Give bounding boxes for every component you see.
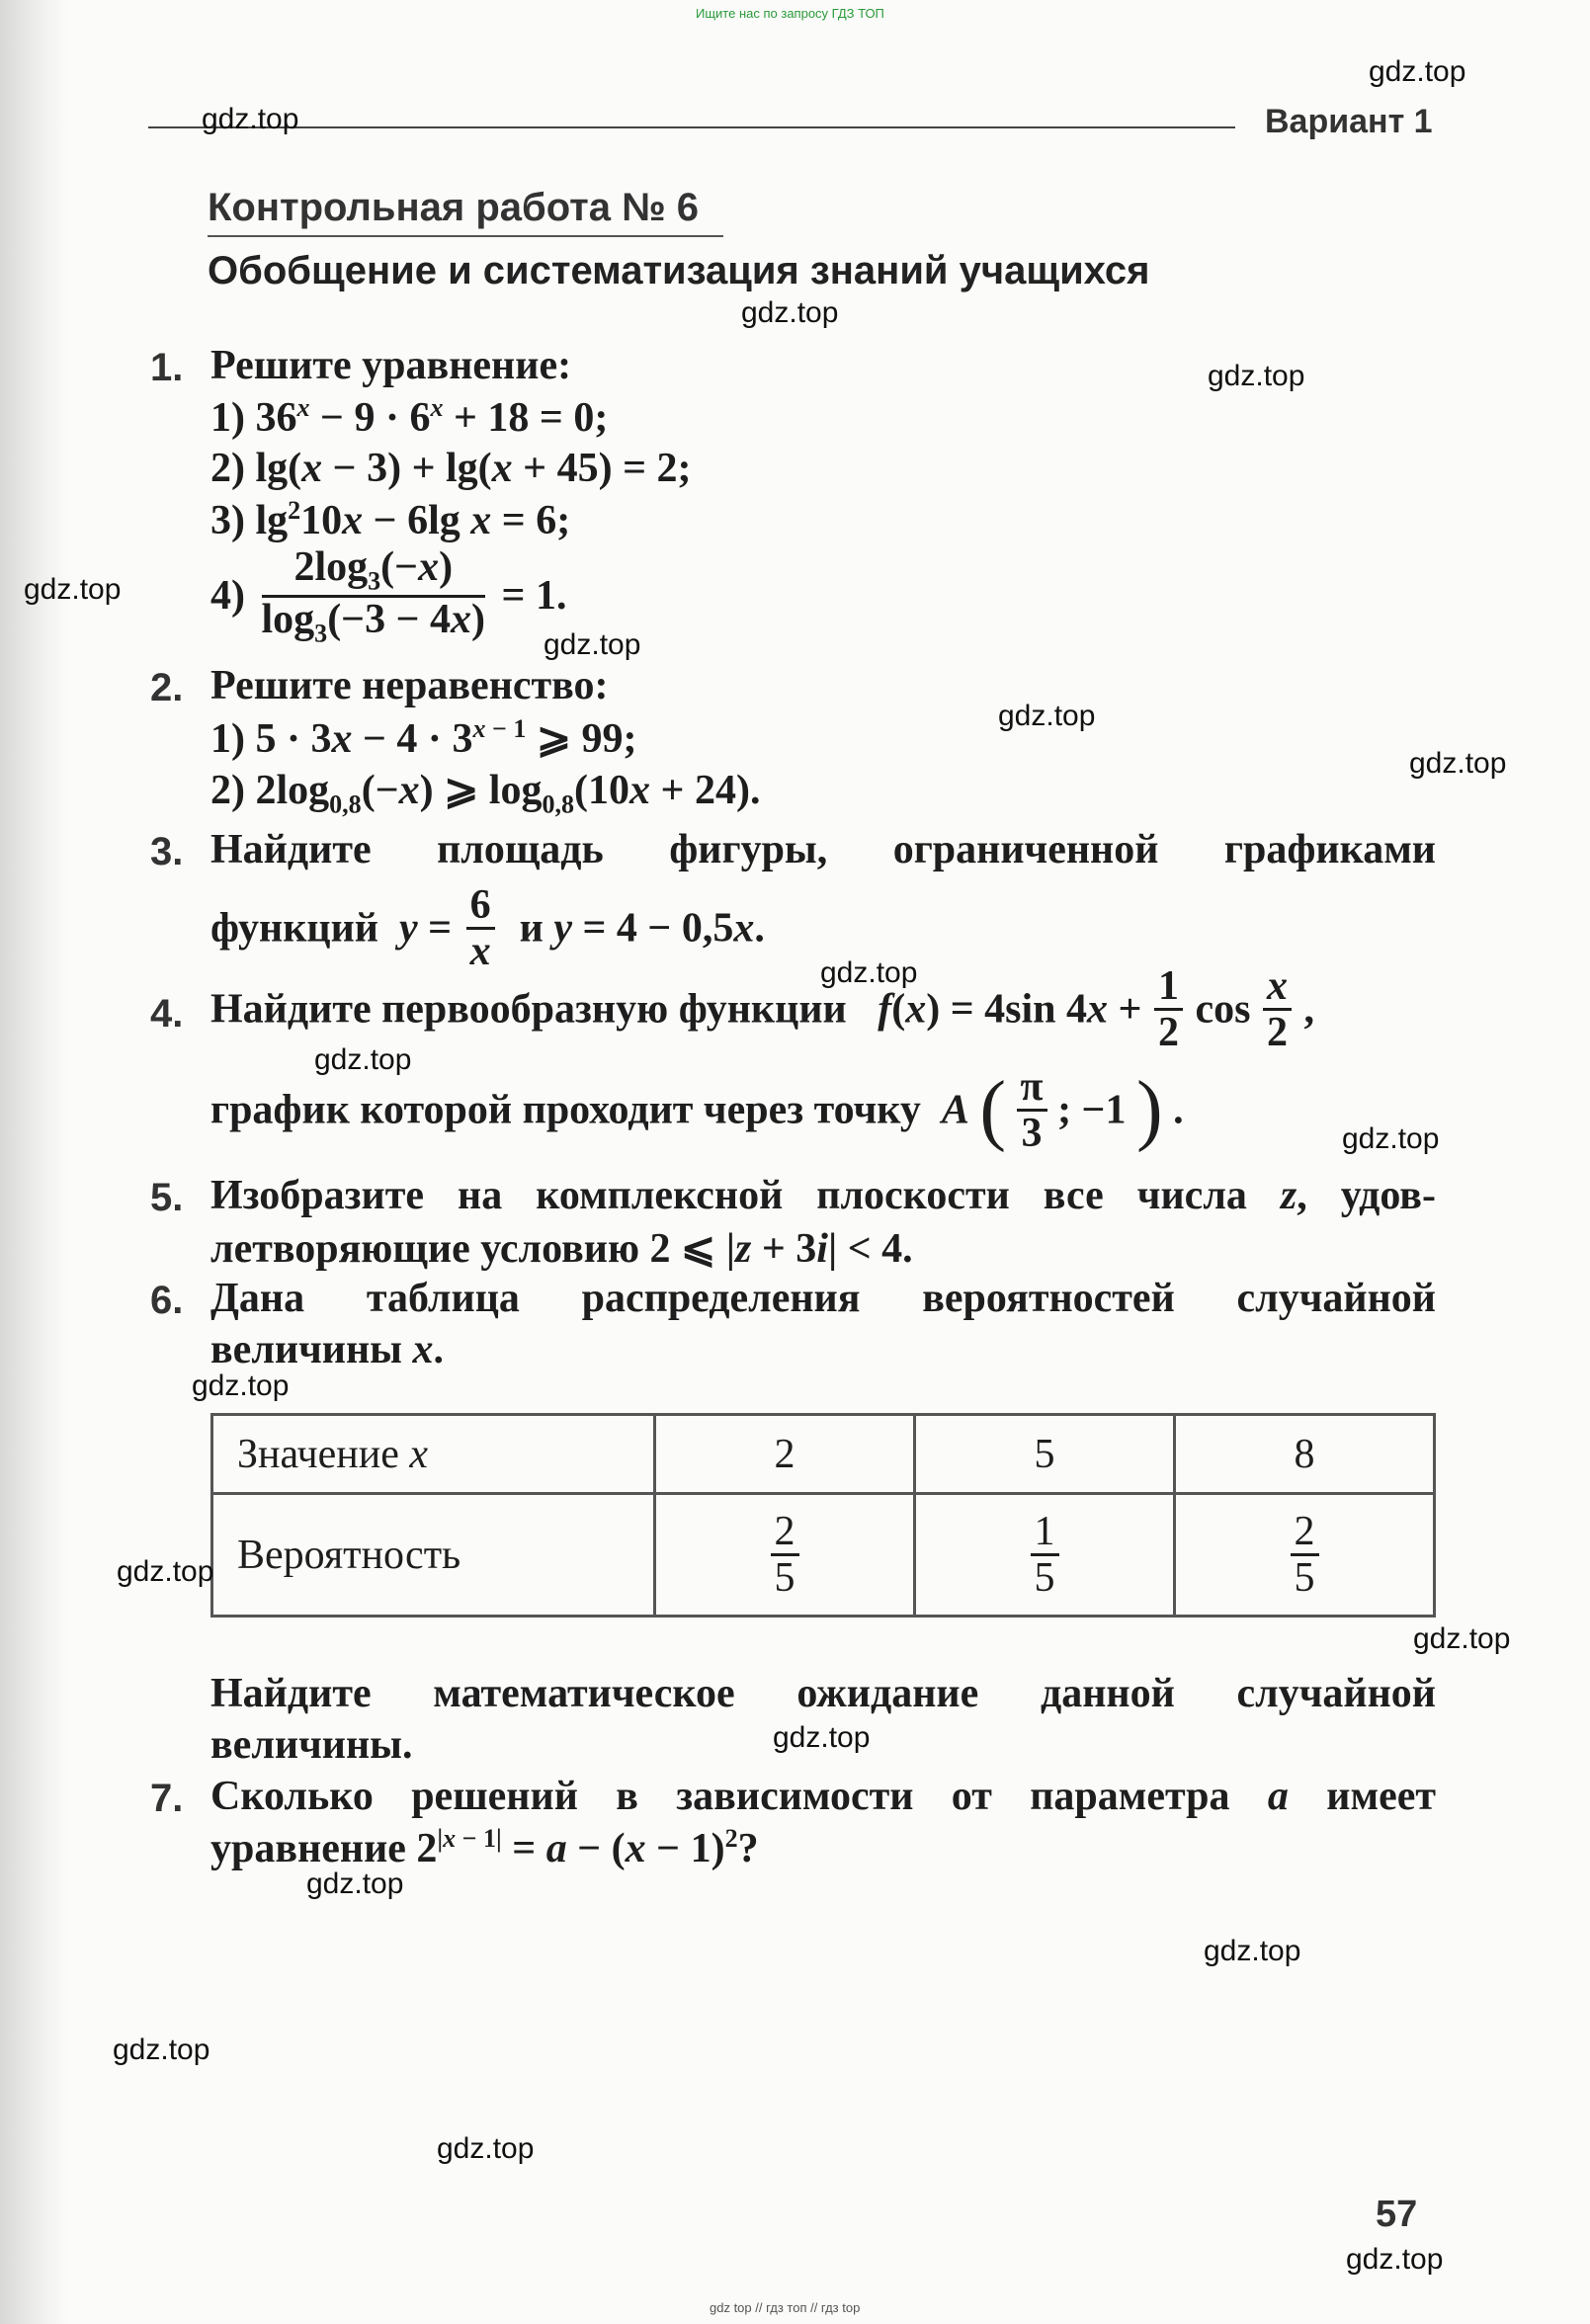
task-1-item-3: 3) $\lg^210x - 6\lg$ x = 6; (210, 496, 571, 543)
watermark-text: gdz.top (998, 700, 1096, 732)
watermark-text: gdz.top (314, 1043, 412, 1076)
task-7-line-2: уравнение $2^{|x - 1|} = a - (x - 1)^2$? (210, 1824, 759, 1871)
watermark-text: gdz.top (820, 956, 918, 989)
top-banner: Ищите нас по запросу ГДЗ ТОП (696, 6, 884, 21)
task-4-line-2: график которой проходит через точку A ( $\frac{\pi}{3}$ ; −1 ) . (210, 1064, 1184, 1157)
task-1-number: 1. (150, 346, 184, 389)
task-1-item-1: 1) $36^x - 9 \cdot 6^x + 18 = 0$; (210, 393, 609, 441)
task-7-line-1: Сколько решений в зависимости от параметра a имеет (210, 1774, 1436, 1819)
task-6-after-1: Найдите математическое ожидание данной случайной (210, 1671, 1436, 1716)
watermark-text: gdz.top (306, 1868, 404, 1900)
watermark-text: gdz.top (1204, 1935, 1301, 1967)
watermark-text: gdz.top (24, 573, 122, 606)
task-2-item-1: 1) $5 \cdot 3x - 4 \cdot 3^{x - 1}$ ⩾ 99; (210, 714, 637, 762)
task-4-number: 4. (150, 992, 184, 1036)
watermark-text: gdz.top (192, 1370, 290, 1402)
table-cell-probability: $\frac{2}{5}$ (655, 1494, 915, 1617)
header-rule (148, 126, 1235, 128)
task-5-line-1: Изобразите на комплексной плоскости все числа z, удов- (210, 1173, 1436, 1218)
task-5-line-2: летворяющие условию 2 ⩽ |z + 3i| < 4. (210, 1226, 913, 1272)
watermark-text: gdz.top (1409, 747, 1507, 780)
task-3-line-2: функций y = $\frac{6}{x}$ и y = 4 − 0,5x. (210, 882, 765, 975)
task-2-prompt: Решите неравенство: (210, 663, 609, 708)
watermark-text: gdz.top (741, 296, 839, 329)
task-6-line-2: величины x. (210, 1327, 444, 1372)
task-7-number: 7. (150, 1777, 184, 1820)
page-number: 57 (1376, 2194, 1418, 2235)
probability-table (210, 1413, 1436, 1618)
task-6-line-1: Дана таблица распределения вероятностей случайной (210, 1276, 1436, 1321)
table-cell-value: 5 (915, 1415, 1175, 1494)
watermark-text: gdz.top (773, 1721, 871, 1754)
task-4-line-1: Найдите первообразную функции f(x) = 4sin 4x + $\frac{1}{2}$ cos $\frac{x}{2}$ , (210, 963, 1314, 1056)
watermark-text: gdz.top (1208, 360, 1305, 392)
work-title-underline (208, 235, 723, 237)
watermark-text: gdz.top (544, 628, 641, 661)
topic-title: Обобщение и систематизация знаний учащихся (208, 249, 1150, 292)
watermark-text: gdz.top (202, 103, 299, 135)
watermark-text: gdz.top (117, 1555, 214, 1588)
task-1-prompt: Решите уравнение: (210, 343, 572, 388)
watermark-text: gdz.top (437, 2132, 535, 2165)
table-cell-value: 2 (655, 1415, 915, 1494)
task-3-line-1: Найдите площадь фигуры, ограниченной графиками (210, 827, 1436, 872)
task-2-item-2: 2) $2\log_{0,8}(-x)$ ⩾ $\log_{0,8}(10x + 24)$. (210, 768, 761, 819)
table-cell-probability: $\frac{2}{5}$ (1175, 1494, 1435, 1617)
task-5-number: 5. (150, 1176, 184, 1219)
table-cell-probability: $\frac{1}{5}$ (915, 1494, 1175, 1617)
task-2-number: 2. (150, 666, 184, 709)
table-header-probability: Вероятность (212, 1494, 655, 1617)
watermark-text: gdz.top (113, 2034, 210, 2066)
table-row-values (212, 1415, 1435, 1494)
task-1-item-4: 4) $\frac{2\log_3(-x)}{\log_3(-3 - 4x)}$ = 1. (210, 544, 567, 648)
watermark-text: gdz.top (1346, 2243, 1444, 2276)
task-6-number: 6. (150, 1279, 184, 1322)
work-title: Контрольная работа № 6 (208, 186, 700, 229)
watermark-text: gdz.top (1369, 55, 1466, 88)
task-6-after-2: величины. (210, 1722, 413, 1768)
task-3-number: 3. (150, 830, 184, 873)
watermark-text: gdz.top (1413, 1622, 1511, 1655)
table-header-value: Значение x (212, 1415, 655, 1494)
footer-text: gdz top // гдз топ // гдз top (710, 2300, 861, 2315)
page-edge-shadow (0, 0, 69, 2324)
variant-label: Вариант 1 (1265, 103, 1433, 140)
table-cell-value: 8 (1175, 1415, 1435, 1494)
watermark-text: gdz.top (1342, 1122, 1440, 1155)
task-1-item-2: 2) lg(x − 3) + lg(x + 45) = 2; (210, 446, 692, 491)
table-row-probabilities (212, 1494, 1435, 1617)
